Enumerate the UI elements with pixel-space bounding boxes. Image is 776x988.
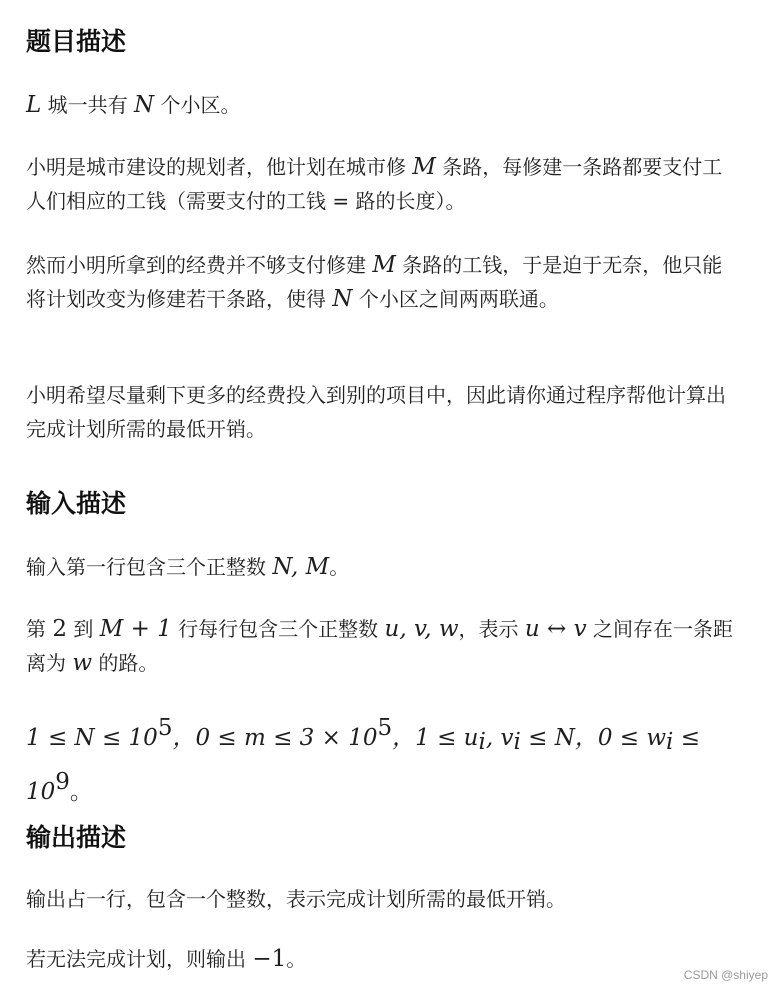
- section-heading-output: 输出描述: [26, 823, 127, 852]
- section-heading-description: 题目描述: [26, 27, 127, 56]
- paragraph-budget: 然而小明所拿到的经费并不够支付修建 M 条路的工钱，于是迫于无奈，他只能将计划改变为修建若干条路，使得 N 个小区之间两两联通。: [26, 252, 723, 312]
- paragraph-goal: 小明希望尽量剩下更多的经费投入到别的项目中，因此请你通过程序帮他计算出完成计划所需的最低开销。: [26, 383, 726, 441]
- paragraph-input-first-line: 输入第一行包含三个正整数 N, M。: [26, 554, 350, 580]
- paragraph-city: L 城一共有 N 个小区。: [26, 92, 241, 118]
- paragraph-output-fail: 若无法完成计划，则输出 −1。: [26, 946, 307, 972]
- section-heading-input: 输入描述: [26, 489, 127, 518]
- paragraph-input-edges: 第 2 到 M + 1 行每行包含三个正整数 u, v, w，表示 u ↔ v 之间存在一条距离为 w 的路。: [26, 616, 733, 676]
- source-watermark: CSDN @shiyep: [683, 968, 768, 982]
- paragraph-output-format: 输出占一行，包含一个整数，表示完成计划所需的最低开销。: [26, 887, 566, 911]
- paragraph-constraints: $1 \le N \le 10^5$，$0 \le m \le 3 \times 10^5$，$1 \le u_i$, $v_i \le N$，$0 \le w_i \le 10^9$。: [26, 715, 700, 805]
- paragraph-planner: 小明是城市建设的规划者，他计划在城市修 M 条路，每修建一条路都要支付工人们相应的工钱（需要支付的工钱 = 路的长度）。: [26, 154, 723, 213]
